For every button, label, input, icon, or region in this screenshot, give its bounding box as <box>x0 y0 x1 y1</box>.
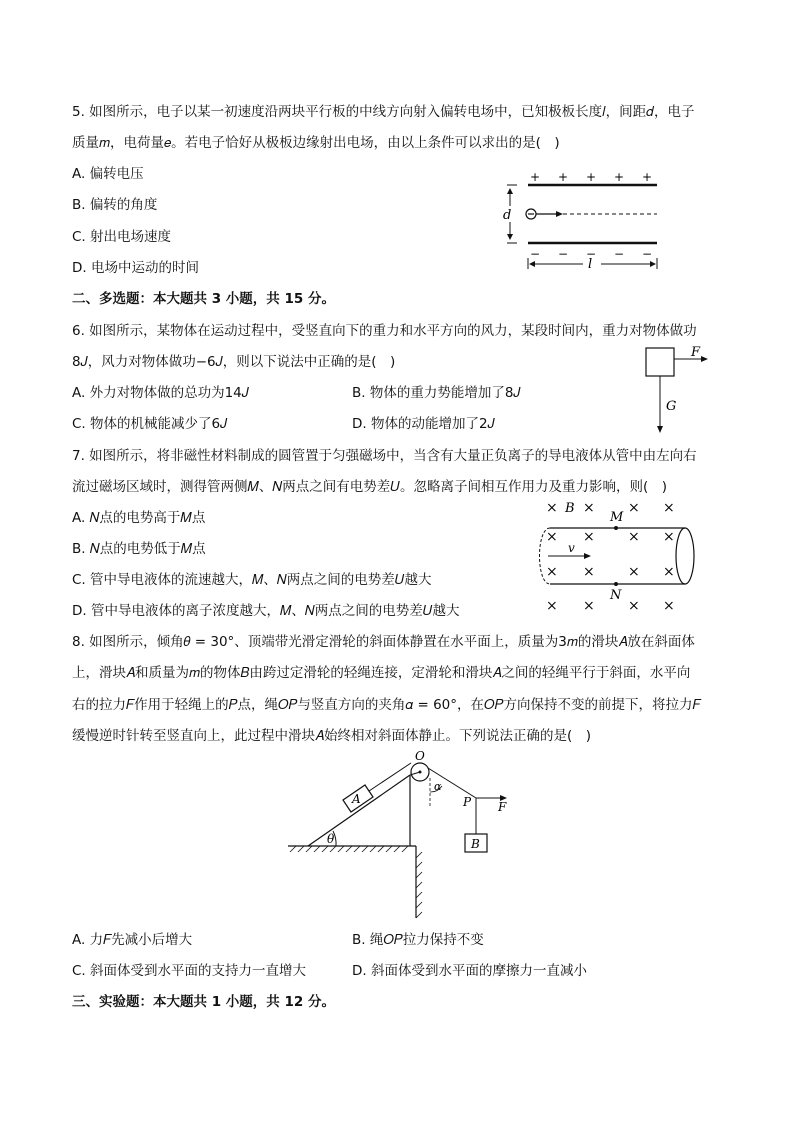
v-label: v <box>568 541 575 555</box>
q5-stem-line1: 5. 如图所示，电子以某一初速度沿两块平行板的中线方向射入偏转电场中，已知极板长度𝑙，间距𝑑，电子 <box>72 104 695 120</box>
q8-stem-line4: 缓慢逆时针转至竖直向上，此过程中滑块𝐴始终相对斜面体静止。下列说法正确的是( ) <box>72 728 592 744</box>
q7-option-c: C. 管中导电液体的流速越大，𝑀、𝑁两点之间的电势差𝑈越大 <box>72 572 432 588</box>
cross-mark: × <box>628 500 640 516</box>
cross-mark: × <box>663 529 675 545</box>
p-label: P <box>463 795 472 809</box>
q6-stem-line1: 6. 如图所示，某物体在运动过程中，受竖直向下的重力和水平方向的风力，某段时间内，重力对物体做功 <box>72 323 697 339</box>
cross-mark: × <box>663 564 675 580</box>
q8-stem-line1: 8. 如图所示，倾角𝜃 = 30°、顶端带光滑定滑轮的斜面体静置在水平面上，质量为3𝑚的滑块𝐴放在斜面体 <box>72 634 695 650</box>
q5-option-a: A. 偏转电压 <box>72 166 144 182</box>
point-n <box>614 582 618 586</box>
q8-incline-figure <box>280 748 530 923</box>
q6-option-d: D. 物体的动能增加了2𝐽 <box>352 416 495 432</box>
q7-stem-line1: 7. 如图所示，将非磁性材料制成的圆管置于匀强磁场中，当含有大量正负离子的导电液体从管中由左向右 <box>72 448 697 464</box>
incline-surface <box>308 775 410 846</box>
plus-sign: + <box>586 170 597 184</box>
section-3-heading: 三、实验题：本大题共 1 小题，共 12 分。 <box>72 994 335 1010</box>
q5-option-c: C. 射出电场速度 <box>72 229 172 245</box>
cross-mark: × <box>583 598 595 614</box>
d-label: d <box>503 208 512 223</box>
q6-option-a: A. 外力对物体做的总功为14𝐽 <box>72 385 249 401</box>
section-2-heading: 二、多选题：本大题共 3 小题，共 15 分。 <box>72 291 335 307</box>
q6-option-b: B. 物体的重力势能增加了8𝐽 <box>352 385 521 401</box>
cross-mark: × <box>663 500 675 516</box>
f-label: F <box>691 345 701 360</box>
pipe-end <box>676 528 694 584</box>
cross-mark: × <box>546 598 558 614</box>
cross-mark: × <box>546 564 558 580</box>
q7-pipe-figure <box>530 496 705 616</box>
q5-option-b: B. 偏转的角度 <box>72 197 158 213</box>
g-label: G <box>666 399 677 414</box>
cross-mark: × <box>628 598 640 614</box>
cross-mark: × <box>546 500 558 516</box>
q8-option-d: D. 斜面体受到水平面的摩擦力一直减小 <box>352 963 587 979</box>
minus-sign: − <box>530 247 541 261</box>
q8-stem-line3: 右的拉力𝐹作用于轻绳上的𝑃点，绳𝑂𝑃与竖直方向的夹角𝛼 = 60°，在𝑂𝑃方向保持不变的前提下，将拉力𝐹 <box>72 697 701 713</box>
plus-sign: + <box>642 170 653 184</box>
cross-mark: × <box>583 529 595 545</box>
cross-mark: × <box>663 598 675 614</box>
q8-option-a: A. 力𝐹先减小后增大 <box>72 932 193 948</box>
q7-option-b: B. 𝑁点的电势低于𝑀点 <box>72 541 206 557</box>
cross-mark: × <box>583 564 595 580</box>
q7-option-d: D. 管中导电液体的离子浓度越大，𝑀、𝑁两点之间的电势差𝑈越大 <box>72 603 460 619</box>
f-label: F <box>498 800 507 814</box>
cross-mark: × <box>546 529 558 545</box>
n-label: N <box>610 588 622 603</box>
minus-sign: − <box>642 247 653 261</box>
o-label: O <box>415 749 425 763</box>
rope-a-to-pulley <box>369 763 411 791</box>
b-label: B <box>565 501 575 516</box>
theta-label: θ <box>327 832 335 846</box>
a-label: A <box>352 792 361 806</box>
q6-force-figure <box>640 342 720 437</box>
q7-option-a: A. 𝑁点的电势高于𝑀点 <box>72 510 206 526</box>
cross-mark: × <box>583 500 595 516</box>
point-m <box>614 526 618 530</box>
q6-stem-line2: 8𝐽，风力对物体做功−6𝐽，则以下说法中正确的是( ) <box>72 354 396 370</box>
q6-option-c: C. 物体的机械能减少了6𝐽 <box>72 416 228 432</box>
object-block <box>646 348 674 376</box>
q5-stem-line2: 质量𝑚，电荷量𝑒。若电子恰好从极板边缘射出电场，由以上条件可以求出的是( ) <box>72 135 560 151</box>
minus-sign: − <box>614 247 625 261</box>
q7-stem-line2: 流过磁场区域时，测得管两侧𝑀、𝑁两点之间有电势差𝑈。忽略离子间相互作用力及重力影响，则( ) <box>72 479 668 495</box>
q5-deflection-figure <box>495 168 670 278</box>
cross-mark: × <box>628 564 640 580</box>
q8-option-b: B. 绳𝑂𝑃拉力保持不变 <box>352 932 484 948</box>
b-label: B <box>471 837 480 851</box>
minus-sign: − <box>586 247 597 261</box>
minus-sign: − <box>558 247 569 261</box>
cross-mark: × <box>628 529 640 545</box>
plus-sign: + <box>558 170 569 184</box>
plus-sign: + <box>614 170 625 184</box>
plus-sign: + <box>530 170 541 184</box>
q8-option-c: C. 斜面体受到水平面的支持力一直增大 <box>72 963 307 979</box>
m-label: M <box>610 510 624 525</box>
q8-stem-line2: 上，滑块𝐴和质量为𝑚的物体𝐵由跨过定滑轮的轻绳连接，定滑轮和滑块𝐴之间的轻绳平行于斜面，水平向 <box>72 665 691 681</box>
q5-option-d: D. 电场中运动的时间 <box>72 260 199 276</box>
l-label: l <box>588 257 593 272</box>
alpha-label: α <box>434 780 442 793</box>
